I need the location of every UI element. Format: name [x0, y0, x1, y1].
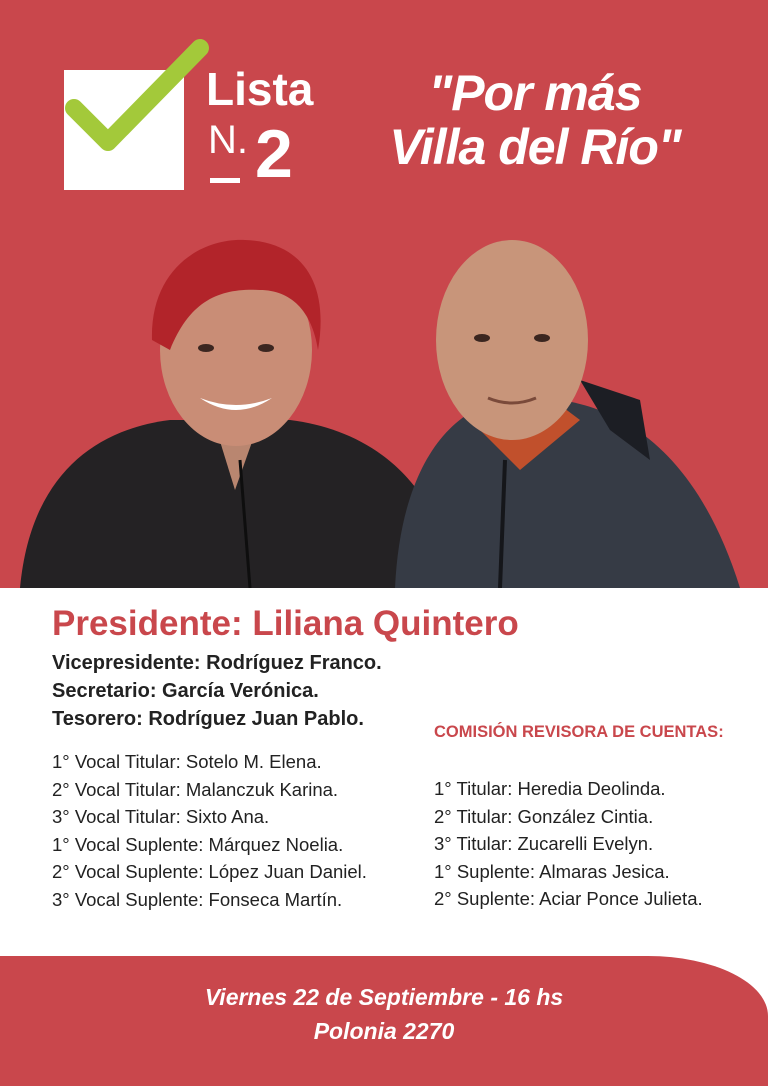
list-item: Tesorero: Rodríguez Juan Pablo. [52, 708, 364, 730]
candidate-man-figure [395, 240, 740, 588]
list-item: 2° Suplente: Aciar Ponce Julieta. [434, 888, 703, 909]
list-item: 2° Titular: González Cintia. [434, 805, 654, 827]
list-item: 3° Vocal Suplente: Fonseca Martín. [52, 888, 343, 910]
list-item: 1° Suplente: Almaras Jesica. [434, 860, 670, 882]
slogan-line-1: "Por más [428, 65, 642, 121]
list-item: Vicepresidente: Rodríguez Franco. [52, 652, 382, 674]
list-item: 1° Vocal Titular: Sotelo M. Elena. [52, 751, 322, 772]
list-item: 2° Vocal Titular: Malanczuk Karina. [52, 778, 339, 800]
candidates-list [0, 588, 768, 956]
event-date: Viernes 22 de Septiembre - 16 hs [204, 984, 564, 1010]
candidates-photo [0, 230, 768, 588]
vocales-list [52, 748, 367, 913]
event-address: Polonia 2270 [313, 1018, 455, 1044]
comision-list [434, 775, 703, 913]
lista-prefix-underline [210, 178, 240, 183]
lista-label: Lista [206, 63, 314, 115]
list-item: Secretario: García Verónica. [52, 680, 319, 702]
list-item: 1° Vocal Suplente: Márquez Noelia. [52, 833, 344, 855]
list-item: 1° Titular: Heredia Deolinda. [434, 778, 666, 799]
lista-prefix: N. [208, 118, 248, 162]
slogan-line-2: Villa del Río" [389, 119, 681, 175]
candidate-woman-figure [20, 240, 455, 588]
slogan [355, 66, 715, 174]
footer-banner [0, 956, 768, 1086]
checkmark-icon [60, 30, 220, 190]
comision-title: COMISIÓN REVISORA DE CUENTAS: [434, 723, 724, 741]
executive-list [52, 649, 382, 733]
lista-number: 2 [255, 116, 293, 192]
list-item: 2° Vocal Suplente: López Juan Daniel. [52, 861, 367, 882]
list-item: 3° Titular: Zucarelli Evelyn. [434, 833, 654, 854]
president-heading: Presidente: Liliana Quintero [52, 604, 519, 643]
list-item: 3° Vocal Titular: Sixto Ana. [52, 806, 270, 827]
